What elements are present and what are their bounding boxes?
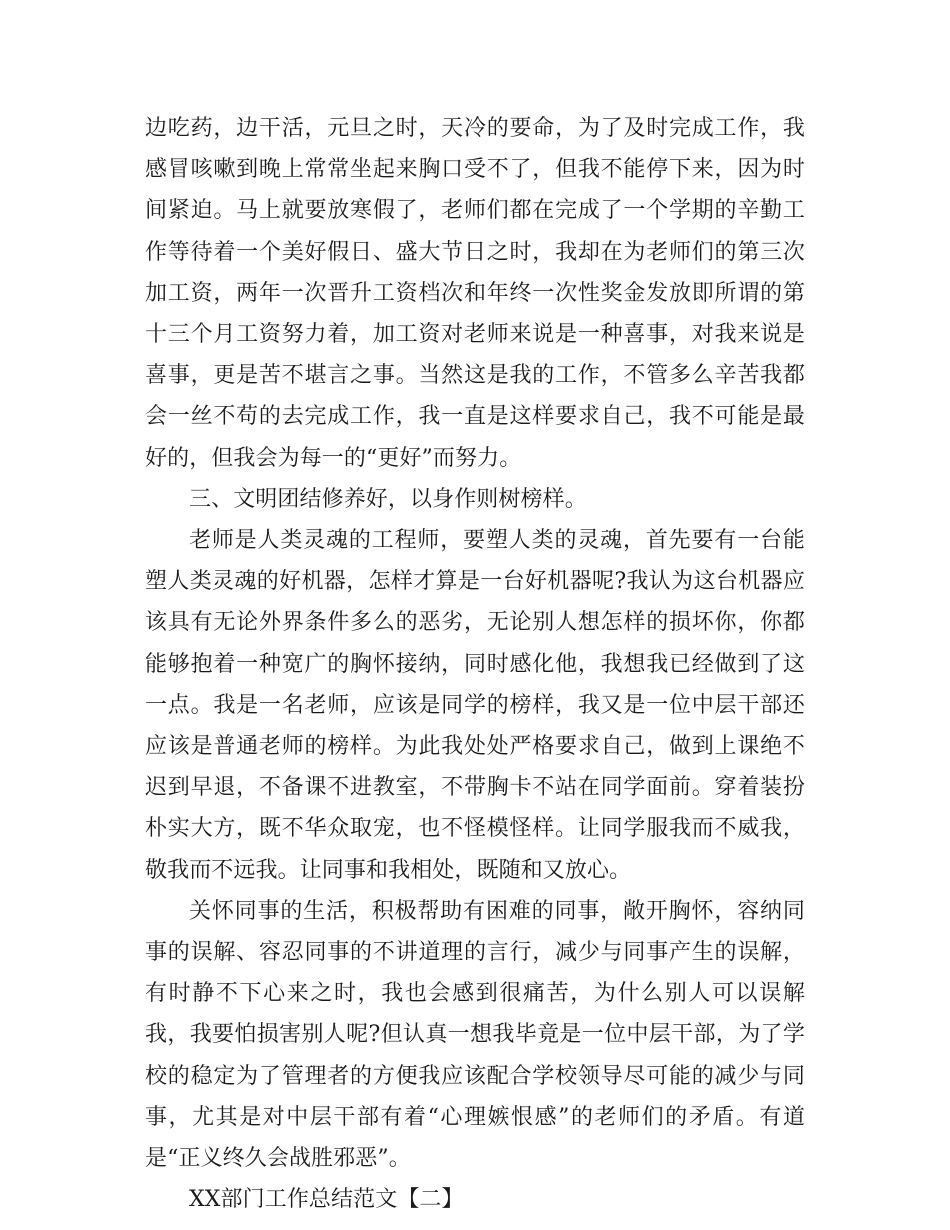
paragraph-continuation: 边吃药，边干活，元旦之时，天冷的要命，为了及时完成工作，我感冒咳嗽到晚上常常坐起来胸口受不了，但我不能停下来，因为时间紧迫。马上就要放寒假了，老师们都在完成了一个学期的辛勤工作等待着一个美好假日、盛大节日之时，我却在为老师们的第三次加工资，两年一次晋升工资档次和年终一次性奖金发放即所谓的第十三个月工资努力着，加工资对老师来说是一种喜事，对我来说是喜事，更是苦不堪言之事。当然这是我的工作，不管多么辛苦我都会一丝不苟的去完成工作，我一直是这样要求自己，我不可能是最好的，但我会为每一的“更好”而努力。 bbox=[145, 116, 805, 471]
document-section-title: XX部门工作总结范文【二】 bbox=[189, 1187, 464, 1213]
paragraph-colleague-care: 关怀同事的生活，积极帮助有困难的同事，敞开胸怀，容纳同事的误解、容忍同事的不讲道理的言行，减少与同事产生的误解，有时静不下心来之时，我也会感到很痛苦，为什么别人可以误解我，我要怕损害别人呢?但认真一想我毕竟是一位中层干部，为了学校的稳定为了管理者的方便我应该配合学校领导尽可能的减少与同事，尤其是对中层干部有着“心理嫉恨感”的老师们的矛盾。有道是“正义终久会战胜邪恶”。 bbox=[145, 898, 805, 1172]
section-heading-three: 三、文明团结修养好，以身作则树榜样。 bbox=[189, 486, 587, 512]
document-body bbox=[145, 108, 805, 1220]
paragraph-teacher-role: 老师是人类灵魂的工程师，要塑人类的灵魂，首先要有一台能塑人类灵魂的好机器，怎样才算是一台好机器呢?我认为这台机器应该具有无论外界条件多么的恶劣，无论别人想怎样的损坏你，你都能够抱着一种宽广的胸怀接纳，同时感化他，我想我已经做到了这一点。我是一名老师，应该是同学的榜样，我又是一位中层干部还应该是普通老师的榜样。为此我处处严格要求自己，做到上课绝不迟到早退，不备课不进教室，不带胸卡不站在同学面前。穿着装扮朴实大方，既不华众取宠，也不怪模怪样。让同学服我而不威我，敬我而不远我。让同事和我相处，既随和又放心。 bbox=[145, 528, 805, 883]
